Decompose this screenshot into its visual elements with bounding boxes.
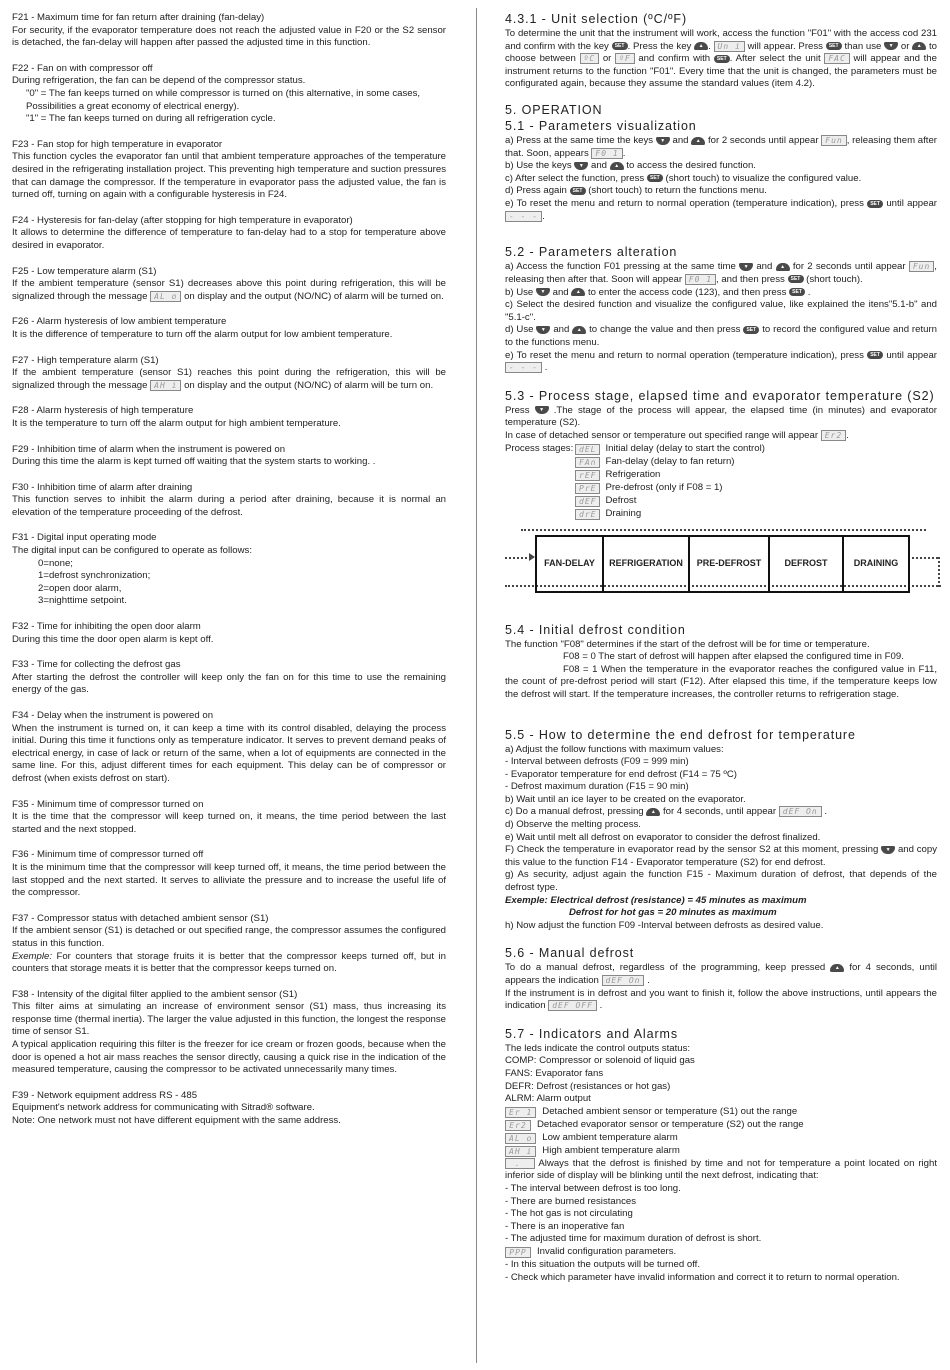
f21-section	[12, 12, 446, 50]
section-title: F22 - Fan on with compressor off	[12, 62, 153, 74]
text-part: than use	[844, 40, 882, 52]
text-part: In case of detached sensor or temperature out specified range will appear	[505, 429, 819, 441]
initial-defrost-section	[505, 623, 937, 702]
section-text: It is the time that the compressor will keep turned on, it means, the time period between the last started and the next stopped.	[12, 811, 446, 835]
step-d	[505, 324, 937, 349]
lcd-display: PrE	[575, 483, 600, 494]
section-title: 5.4 - Initial defrost condition	[505, 622, 686, 637]
lcd-display: Un i	[714, 41, 745, 52]
f31-section	[12, 532, 446, 608]
step-b	[505, 287, 937, 300]
cycle-line	[521, 529, 926, 531]
section-title: F36 - Minimum time of compressor turned off	[12, 849, 204, 861]
section-text	[505, 1158, 937, 1183]
list-item: 2=open door alarm,	[38, 582, 122, 594]
lcd-display: - - -	[505, 362, 542, 373]
f38-section	[12, 989, 446, 1077]
list-item	[505, 1106, 937, 1119]
section-text: It is the difference of temperature to turn off the alarm output for low ambient temperature.	[12, 328, 393, 340]
section-title: F39 - Network equipment address RS - 485	[12, 1089, 198, 1101]
section-text	[12, 367, 446, 392]
section-text: h) Now adjust the function F09 -Interval between defrosts as desired value.	[505, 919, 824, 931]
text-part: .	[846, 429, 849, 441]
example-text	[12, 951, 446, 976]
text-part: If the ambient temperature (sensor S1) reaches this point during the refrigeration, this will be signalized through the message	[12, 367, 446, 391]
text-part: b) Use the keys	[505, 160, 572, 172]
section-title: F32 - Time for inhibiting the open door alarm	[12, 621, 201, 633]
list-item: Possibilities a great economy of electrical energy).	[26, 100, 240, 112]
section-text: DEFR: Defrost (resistances or hot gas)	[505, 1080, 671, 1092]
example-text: Exemple: Electrical defrost (resistance) = 45 minutes as maximum	[505, 894, 807, 906]
text-part: until appear	[886, 349, 937, 361]
lcd-display: F0 1	[591, 148, 622, 159]
text-part: .The stage of the process will appear, the elapsed time (in minutes) and evaporator temperature (S2).	[505, 404, 937, 429]
f24-section	[12, 215, 446, 253]
step-a	[505, 135, 937, 160]
f22-section	[12, 63, 446, 126]
up-key-icon: ▲	[694, 42, 708, 50]
text-part: to choose between	[505, 40, 937, 65]
text-part: c) Do a manual defrost, pressing	[505, 806, 644, 818]
up-key-icon: ▲	[776, 263, 790, 271]
up-key-icon: ▲	[610, 162, 624, 170]
text-part: and	[591, 160, 608, 172]
up-key-icon: ▲	[571, 288, 585, 296]
stage-text: Pre-defrost (only if F08 = 1)	[605, 481, 723, 493]
section-text: COMP: Compressor or solenoid of liquid gas	[505, 1055, 695, 1067]
alarm-text: Detached evaporator sensor or temperature (S2) out the range	[537, 1119, 804, 1131]
list-item	[575, 469, 765, 482]
section-title: 4.3.1 - Unit selection (ºC/ºF)	[505, 12, 688, 26]
f34-section	[12, 710, 446, 786]
right-column	[505, 12, 937, 1296]
lcd-display: dEF On	[779, 806, 822, 817]
down-key-icon: ▼	[884, 42, 898, 50]
list-item: - The hot gas is not circulating	[505, 1208, 633, 1220]
alarm-text: Detached ambient sensor or temperature (S1) out the range	[542, 1106, 798, 1118]
text-part: If the instrument is in defrost and you want to finish it, follow the above instructions, until appears the indication	[505, 987, 937, 1012]
f28-section	[12, 405, 446, 430]
stage-box-pre-defrost: PRE-DEFROST	[690, 537, 770, 591]
section-text: F08 = 1 When the temperature in the evaporator reaches the configured value in F11, the count of pre-defrost period will start (F12). After elapsed this time, if the temperature keeps low the defrost will start. If the temperature increases, the controller returns to refrigeration stage.	[505, 663, 937, 700]
text-part: Press	[505, 404, 530, 416]
section-text: Equipment's network address for communicating with Sitrad® software.	[12, 1102, 315, 1114]
list-item	[505, 1246, 937, 1259]
lcd-display: AH i	[150, 380, 181, 391]
text-part: and	[756, 261, 773, 273]
alarm-text: Invalid configuration parameters.	[537, 1246, 677, 1258]
text-part: (short touch).	[806, 273, 863, 285]
text-part: e) To reset the menu and return to normal operation (temperature indication), press	[505, 198, 864, 210]
lcd-display: - - -	[505, 211, 542, 222]
step-e	[505, 350, 937, 375]
list-item: - There are burned resistances	[505, 1195, 637, 1207]
set-key-icon: SET	[826, 42, 842, 50]
lcd-display: FAn	[575, 457, 600, 468]
section-title: F38 - Intensity of the digital filter applied to the ambient sensor (S1)	[12, 988, 298, 1000]
alarm-text: High ambient temperature alarm	[542, 1145, 680, 1157]
section-title: 5.2 - Parameters alteration	[505, 245, 678, 260]
step-e	[505, 198, 937, 223]
down-key-icon: ▼	[536, 326, 550, 334]
lcd-display: F0 1	[685, 274, 716, 285]
lcd-display: drE	[575, 509, 600, 520]
text-part: and copy this value to the function F14 - Evaporator temperature (S2) for end defrost.	[505, 844, 938, 868]
stage-text: Fan-delay (delay to fan return)	[605, 455, 735, 467]
cycle-line	[908, 557, 938, 559]
step-c: c) Select the desired function and visualize the configured value, like explained the itens"5.1-b" and "5.1-c".	[505, 299, 937, 323]
text-part: and	[552, 286, 569, 298]
list-item: - There is an inoperative fan	[505, 1220, 625, 1232]
text-part: a) Access the function F01 pressing at the same time	[505, 261, 736, 273]
text-part: .	[824, 806, 827, 818]
list-item: 3=nighttime setpoint.	[38, 595, 127, 607]
section-text: When the instrument is turned on, it can keep a time with its control disabled, delaying the process initial. During this time it functions only as temperature indicator. It serves to prevent demand peaks of electrical energy, in case of lack or return of the same, when a lot of equipments are connected in the same line. For this, adjust different times for each equipment. This delay can be of compressor or defrost (when exists defrost on start).	[12, 722, 446, 784]
text-part: .	[622, 147, 626, 159]
cycle-line	[505, 557, 531, 559]
set-key-icon: SET	[789, 288, 805, 296]
manual-defrost-section	[505, 946, 937, 1012]
list-item	[575, 456, 765, 469]
section-text: FANS: Evaporator fans	[505, 1068, 604, 1080]
list-item: - Check which parameter have invalid information and correct it to return to normal operation.	[505, 1271, 900, 1283]
text-part: c) After select the function, press	[505, 172, 645, 184]
text-part: .	[544, 362, 548, 374]
blank-display-icon: .	[505, 1158, 535, 1169]
section-title: F33 - Time for collecting the defrost gas	[12, 659, 181, 671]
lcd-display: ºC	[580, 53, 600, 64]
stage-text: Draining	[605, 507, 642, 519]
section-text: ALRM: Alarm output	[505, 1093, 591, 1105]
indicators-alarms-section	[505, 1027, 937, 1284]
list-item: - In this situation the outputs will be turned off.	[505, 1259, 701, 1271]
set-key-icon: SET	[867, 200, 883, 208]
lcd-display: Er2	[505, 1120, 531, 1131]
section-title: F21 - Maximum time for fan return after draining (fan-delay)	[12, 12, 265, 23]
section-text	[505, 806, 937, 819]
text-part: a) Press at the same time the keys	[505, 135, 654, 147]
up-key-icon: ▲	[691, 137, 705, 145]
section-title: F37 - Compressor status with detached ambient sensor (S1)	[12, 912, 269, 924]
text-part: on display and the output (NO/NC) of alarm will be turned on.	[184, 290, 444, 302]
text-part: for 4 seconds, until appears the indication	[505, 962, 937, 987]
stage-box-defrost: DEFROST	[770, 537, 844, 591]
text-part: for 2 seconds until appear	[792, 261, 906, 273]
list-item: "0" = The fan keeps turned on while compressor is turned on (this alternative, in some cases,	[26, 87, 421, 99]
stages-label: Process stages:	[505, 442, 574, 454]
text-part: and	[553, 324, 570, 336]
list-item: 0=none;	[38, 557, 73, 569]
f30-section	[12, 482, 446, 520]
stage-boxes	[535, 535, 910, 593]
left-column	[12, 12, 446, 1141]
lcd-display: rEF	[575, 470, 600, 481]
section-title: 5.3 - Process stage, elapsed time and evaporator temperature (S2)	[505, 388, 935, 403]
f25-section	[12, 266, 446, 304]
section-text: - Evaporator temperature for end defrost (F14 = 75 ºC)	[505, 768, 737, 780]
up-key-icon: ▲	[646, 808, 660, 816]
section-title: F26 - Alarm hysteresis of low ambient temperature	[12, 316, 227, 328]
lcd-display: ºF	[615, 53, 635, 64]
section-title: F23 - Fan stop for high temperature in evaporator	[12, 138, 223, 150]
text-part: b) Use	[505, 286, 534, 298]
text-part: d) Press again	[505, 185, 567, 197]
text-part: d) Use	[505, 324, 534, 336]
section-text: - Interval between defrosts (F09 = 999 min)	[505, 756, 689, 768]
stage-text: Initial delay (delay to start the control)	[605, 442, 765, 454]
text-part: e) To reset the menu and return to normal operation (temperature indication), press	[505, 349, 864, 361]
section-text: g) As security, adjust again the function F15 - Maximum duration of defrost, that depends of the defrost type.	[505, 869, 937, 894]
lcd-display: Fun	[821, 135, 846, 146]
stage-box-draining: DRAINING	[853, 558, 899, 569]
text-part: on display and the output (NO/NC) of alarm will be turn on.	[184, 379, 434, 391]
section-text: F08 = 0 The start of defrost will happen after elapsed the configured time in F09.	[563, 651, 904, 663]
column-divider	[476, 8, 477, 1363]
lcd-display: AL o	[505, 1133, 536, 1144]
f39-section	[12, 1090, 446, 1128]
section-text: It allows to determine the difference of temperature to fan-delay had to a stop for temperature above desired in evaporator.	[12, 227, 446, 251]
process-cycle-diagram	[505, 527, 937, 607]
text-part: (short touch) to return the functions menu.	[588, 185, 767, 197]
text-part: will appear. Press	[747, 40, 823, 52]
up-key-icon: ▲	[572, 326, 586, 334]
section-text: The digital input can be configured to operate as follows:	[12, 545, 252, 557]
step-b	[505, 160, 937, 173]
section-text	[505, 988, 937, 1013]
process-stage-section	[505, 389, 937, 607]
text-part: .	[542, 210, 545, 222]
f35-section	[12, 799, 446, 837]
stages-list	[575, 443, 765, 521]
lcd-display: dEF OFF	[548, 1000, 597, 1011]
section-text: To determine the unit that the instrument will work, access the function "F01" with the access cod 231 and confirm with the key SET . Press the key ▲ . Un i will appear. Press SET than use ▼ or ▲ to choose between ºC or ºF and confirm with SET . After select the unit FAC will appear and the instrument returns to the function "F01". Every time that the unit is changed, the parameters must be configurated again, because they assume the standard values (item 4.2).	[505, 28, 937, 90]
f32-section	[12, 621, 446, 646]
lcd-display: Er2	[821, 430, 846, 441]
up-key-icon: ▲	[830, 964, 844, 972]
text-part: , and then press	[716, 273, 785, 285]
section-title: 5.7 - Indicators and Alarms	[505, 1026, 678, 1041]
section-title: F35 - Minimum time of compressor turned on	[12, 798, 204, 810]
section-text	[505, 962, 937, 987]
list-item: 1=defrost synchronization;	[38, 570, 151, 582]
section-title: 5.1 - Parameters visualization	[505, 119, 697, 134]
text-part: , releasing them after that. Soon, appears	[505, 135, 937, 159]
example-label: Exemple:	[12, 950, 52, 962]
lcd-display: dEF	[575, 496, 600, 507]
list-item	[575, 495, 765, 508]
down-key-icon: ▼	[535, 406, 549, 414]
text-part: and confirm with	[638, 53, 711, 65]
list-item	[575, 508, 765, 521]
lcd-display: dEL	[575, 444, 600, 455]
section-text: This function serves to inhibit the alarm during a period after draining, because it is normal an elevation of the temperature proceeding of the defrost.	[12, 494, 446, 518]
section-text: - Defrost maximum duration (F15 = 90 min)	[505, 781, 689, 793]
text-part: For counters that storage fruits it is better that the compressor keeps turned off, but in counters that storage meats it is better that the compressor keeps turned on.	[12, 950, 446, 975]
lcd-display: Er 1	[505, 1107, 536, 1118]
list-item: "1" = The fan keeps turned on during all refrigeration cycle.	[26, 113, 276, 125]
section-title: F24 - Hysteresis for fan-delay (after stopping for high temperature in evaporator)	[12, 214, 353, 226]
f29-section	[12, 444, 446, 469]
down-key-icon: ▼	[656, 137, 670, 145]
text-part: (short touch) to visualize the configured value.	[665, 172, 862, 184]
set-key-icon: SET	[867, 351, 883, 359]
text-part: .	[599, 1000, 603, 1012]
section-text: The leds indicate the control outputs status:	[505, 1042, 691, 1054]
section-text: b) Wait until an ice layer to be created on the evaporator.	[505, 793, 746, 805]
section-text: a) Adjust the follow functions with maximum values:	[505, 743, 724, 755]
stage-box-fan-delay: FAN-DELAY	[537, 537, 604, 591]
section-text: After starting the defrost the controller will keep only the fan on for this time to use the remaining energy of the gas.	[12, 671, 446, 696]
list-item	[505, 1145, 937, 1158]
list-item	[505, 1132, 937, 1145]
up-key-icon: ▲	[912, 42, 926, 50]
section-title: F30 - Inhibition time of alarm after draining	[12, 481, 193, 493]
lcd-display: AH i	[505, 1146, 536, 1157]
stage-box-refrigeration: REFRIGERATION	[604, 537, 690, 591]
section-text: If the ambient sensor (S1) is detached or out specified range, the compressor assumes the configured status in this function.	[12, 925, 446, 949]
list-item	[505, 1119, 937, 1132]
text-part: To do a manual defrost, regardless of the programming, keep pressed	[505, 962, 826, 974]
text-part: F) Check the temperature in evaporator read by the sensor S2 at this moment, pressing	[505, 844, 879, 856]
section-text: d) Observe the melting process.	[505, 819, 641, 831]
down-key-icon: ▼	[881, 846, 895, 854]
text-part: for 4 seconds, until appear	[663, 806, 777, 818]
text-part: to enter the access code (123), and then press	[587, 286, 787, 298]
text-part: to change the value and then press	[589, 324, 741, 336]
f36-section	[12, 849, 446, 899]
text-part: , releasing then after that. Soon will appear	[505, 261, 937, 285]
down-key-icon: ▼	[574, 162, 588, 170]
lcd-display: Fun	[909, 261, 934, 272]
text-part: to record the configured value and return to the functions menu.	[505, 324, 937, 348]
end-defrost-section	[505, 728, 937, 933]
down-key-icon: ▼	[536, 288, 550, 296]
list-item: - The interval between defrost is too long.	[505, 1183, 681, 1195]
text-part: for 2 seconds until appear	[707, 135, 819, 147]
text-part: or	[900, 40, 910, 52]
section-text	[505, 430, 937, 443]
section-text: During this time the door open alarm is kept off.	[12, 633, 214, 645]
text-part: and	[672, 135, 689, 147]
set-key-icon: SET	[743, 326, 759, 334]
section-text: This function cycles the evaporator fan until that ambient temperature approaches of the temperature desired in the refrigerating installation project. This preventing high temperature and suction pressures that can damage the compressor. If the temperature in evaporator pass the adjusted value, the fan is turned off, turning on again with a configurable hysteresis in F24.	[12, 151, 446, 201]
text-part: If the ambient temperature (sensor S1) decreases above this point during refrigeration, this will be signalized through the message	[12, 278, 446, 302]
list-item: - The adjusted time for maximum duration of defrost is short.	[505, 1233, 762, 1245]
list-item	[575, 443, 765, 456]
section-text: This filter aims at simulating an increase of environment sensor (S1) mass, thus increasing its response time (thermal inertia). The larger the value adjusted in this function, the longest the response time of sensor S1.	[12, 1001, 446, 1038]
set-key-icon: SET	[612, 42, 628, 50]
set-key-icon: SET	[714, 55, 730, 63]
lcd-display: FAC	[824, 53, 849, 64]
section-text: It is the minimum time that the compressor will keep turned off, it means, the time period between the last stopped and the next started. It serves to alliviate the pressure and to increase the useful life of the compressor.	[12, 861, 446, 899]
section-text	[505, 405, 937, 430]
section-text: During this time the alarm is kept turned off waiting that the system starts to working. .	[12, 456, 376, 468]
section-title: F34 - Delay when the instrument is powered on	[12, 710, 214, 721]
text-part: to access the desired function.	[626, 160, 756, 172]
set-key-icon: SET	[788, 275, 804, 283]
section-title: F25 - Low temperature alarm (S1)	[12, 265, 157, 277]
cycle-line	[938, 557, 940, 587]
parameters-alteration-section	[505, 245, 937, 374]
section-text: It is the temperature to turn off the alarm output for high ambient temperature.	[12, 417, 341, 429]
process-stages	[505, 443, 937, 521]
section-title: 5.5 - How to determine the end defrost for temperature	[505, 727, 856, 742]
section-text: Note: One network must not have different equipment with the same address.	[12, 1115, 341, 1127]
set-key-icon: SET	[570, 187, 586, 195]
text-part: .	[647, 975, 650, 987]
example-text: Defrost for hot gas = 20 minutes as maximum	[569, 907, 777, 919]
section-text	[12, 278, 446, 303]
section-text: For security, if the evaporator temperature does not reach the adjusted value in F20 or the S2 sensor is detached, the fan-delay will happen after passed the adjusted time in this function.	[12, 24, 446, 49]
stage-text: Defrost	[605, 494, 637, 506]
text-part: or	[602, 53, 612, 65]
text-part: . Press the key	[627, 40, 692, 52]
section-text: The function "F08" determines if the start of the defrost will be for time or temperature.	[505, 638, 870, 650]
f33-section	[12, 659, 446, 697]
set-key-icon: SET	[647, 174, 663, 182]
section-text: During refrigeration, the fan can be depend of the compressor status.	[12, 75, 306, 87]
down-key-icon: ▼	[739, 263, 753, 271]
stage-text: Refrigeration	[605, 468, 661, 480]
text-part: . After select the unit	[729, 53, 821, 65]
lcd-display: PPP	[505, 1247, 531, 1258]
section-title: F31 - Digital input operating mode	[12, 532, 157, 544]
text-part: To determine the unit that the instrument will work, access the function "F01" with the access cod 231 and confirm with the key	[505, 28, 937, 52]
alarm-text: Low ambient temperature alarm	[542, 1132, 678, 1144]
f26-section	[12, 316, 446, 341]
text-part: .	[807, 286, 811, 298]
lcd-display: dEF On	[602, 975, 645, 986]
operation-heading: 5. OPERATION	[505, 103, 603, 118]
list-item	[575, 482, 765, 495]
section-title: F28 - Alarm hysteresis of high temperature	[12, 405, 194, 417]
f37-section	[12, 913, 446, 976]
f23-section	[12, 139, 446, 202]
step-d	[505, 185, 937, 198]
section-text: A typical application requiring this filter is the freezer for ice cream or frozen goods, because when the door is opened a hot air mass reaches the sensor directly, causing a quick rise in the indication of the measured temperature, causing the compressor to be activated unnecessarily many times.	[12, 1039, 446, 1076]
section-title: F27 - High temperature alarm (S1)	[12, 354, 159, 366]
parameters-visualization-section	[505, 119, 937, 223]
step-a	[505, 261, 937, 286]
step-c	[505, 173, 937, 186]
section-title: F29 - Inhibition time of alarm when the instrument is powered on	[12, 443, 286, 455]
section-text	[505, 844, 937, 869]
f27-section	[12, 355, 446, 393]
text-part: until appear	[886, 198, 937, 210]
section-title: 5.6 - Manual defrost	[505, 946, 635, 961]
section-text: e) Wait until melt all defrost on evaporator to consider the defrost finalized.	[505, 831, 821, 843]
unit-selection-section	[505, 12, 937, 91]
text-part: will appear and the instrument returns to the function "F01". Every time that the unit is changed, the parameters must be configurated again, because they assume the standard values (item 4.2).	[505, 53, 937, 90]
text-part: Always that the defrost is finished by time and not for temperature a point located on right inferior side of display will be blinking until the next defrost, indicating that:	[505, 1157, 937, 1182]
lcd-display: AL o	[150, 291, 181, 302]
